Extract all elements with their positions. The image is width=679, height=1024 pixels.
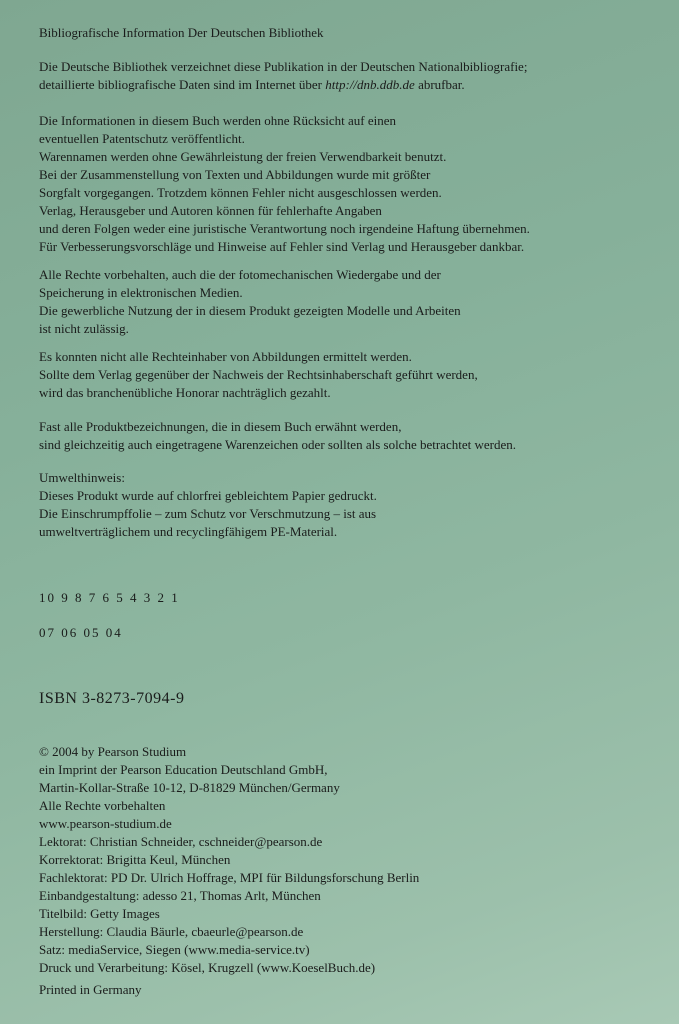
holders-line: wird das branchenübliche Honorar nachträglich gezahlt. <box>39 385 331 400</box>
imprint-line: Einbandgestaltung: adesso 21, Thomas Arlt, München <box>39 888 321 903</box>
imprint-line: Fachlektorat: PD Dr. Ulrich Hoffrage, MPI für Bildungsforschung Berlin <box>39 870 420 885</box>
disclaimer-line: Warennamen werden ohne Gewährleistung der freien Verwendbarkeit benutzt. <box>39 149 447 164</box>
imprint-block <box>39 743 419 977</box>
printed-in-footer: Printed in Germany <box>39 982 142 997</box>
rights-holders-block <box>39 348 478 402</box>
rights-line: Alle Rechte vorbehalten, auch die der fotomechanischen Wiedergabe und der <box>39 267 441 282</box>
dnb-url-link[interactable]: http://dnb.ddb.de <box>325 77 415 92</box>
page-heading: Bibliografische Information Der Deutschen Bibliothek <box>39 25 324 40</box>
disclaimer-line: Sorgfalt vorgegangen. Trotzdem können Fehler nicht ausgeschlossen werden. <box>39 185 442 200</box>
disclaimer-line: Verlag, Herausgeber und Autoren können für fehlerhafte Angaben <box>39 203 382 218</box>
disclaimer-line: Bei der Zusammenstellung von Texten und Abbildungen wurde mit größter <box>39 167 431 182</box>
rights-block <box>39 266 461 338</box>
imprint-line: Titelbild: Getty Images <box>39 906 160 921</box>
imprint-line: www.pearson-studium.de <box>39 816 172 831</box>
disclaimer-line: Für Verbesserungsvorschläge und Hinweise auf Fehler sind Verlag und Herausgeber dankbar. <box>39 239 525 254</box>
bibliographic-info-block <box>39 58 527 94</box>
imprint-line: Martin-Kollar-Straße 10-12, D-81829 München/Germany <box>39 780 340 795</box>
holders-line: Sollte dem Verlag gegenüber der Nachweis der Rechtsinhaberschaft geführt werden, <box>39 367 478 382</box>
disclaimer-line: Die Informationen in diesem Buch werden ohne Rücksicht auf einen <box>39 113 397 128</box>
bib-line-2 <box>39 76 527 94</box>
imprint-line: Herstellung: Claudia Bäurle, cbaeurle@pearson.de <box>39 924 304 939</box>
imprint-line: Korrektorat: Brigitta Keul, München <box>39 852 231 867</box>
rights-line: ist nicht zulässig. <box>39 321 129 336</box>
environment-line: Dieses Produkt wurde auf chlorfrei gebleichtem Papier gedruckt. <box>39 488 377 503</box>
bib-line-2-text: detaillierte bibliografische Daten sind im Internet über <box>39 77 323 92</box>
print-years: 07 06 05 04 <box>39 625 123 640</box>
trademark-block <box>39 418 516 454</box>
disclaimer-line: eventuellen Patentschutz veröffentlicht. <box>39 131 245 146</box>
bib-line-2-end: abrufbar. <box>418 77 465 92</box>
trademark-line: sind gleichzeitig auch eingetragene Warenzeichen oder sollten als solche betrachtet werden. <box>39 437 516 452</box>
bib-line-1: Die Deutsche Bibliothek verzeichnet diese Publikation in der Deutschen Nationalbibliografie; <box>39 59 528 74</box>
imprint-line: Druck und Verarbeitung: Kösel, Krugzell (www.KoeselBuch.de) <box>39 960 376 975</box>
environment-line: umweltverträglichem und recyclingfähigem PE-Material. <box>39 524 338 539</box>
print-run-numbers: 10 9 8 7 6 5 4 3 2 1 <box>39 590 180 605</box>
environment-heading: Umwelthinweis: <box>39 470 125 485</box>
holders-line: Es konnten nicht alle Rechteinhaber von Abbildungen ermittelt werden. <box>39 349 412 364</box>
imprint-line: ein Imprint der Pearson Education Deutschland GmbH, <box>39 762 328 777</box>
imprint-line: © 2004 by Pearson Studium <box>39 744 187 759</box>
disclaimer-block <box>39 112 530 256</box>
imprint-line: Lektorat: Christian Schneider, cschneider@pearson.de <box>39 834 323 849</box>
imprint-line: Satz: mediaService, Siegen (www.media-service.tv) <box>39 942 310 957</box>
rights-line: Die gewerbliche Nutzung der in diesem Produkt gezeigten Modelle und Arbeiten <box>39 303 461 318</box>
imprint-line: Alle Rechte vorbehalten <box>39 798 166 813</box>
environment-note-block <box>39 469 377 541</box>
disclaimer-line: und deren Folgen weder eine juristische Verantwortung noch irgendeine Haftung übernehmen. <box>39 221 530 236</box>
trademark-line: Fast alle Produktbezeichnungen, die in diesem Buch erwähnt werden, <box>39 419 402 434</box>
isbn: ISBN 3-8273-7094-9 <box>39 690 185 707</box>
environment-line: Die Einschrumpffolie – zum Schutz vor Verschmutzung – ist aus <box>39 506 377 521</box>
rights-line: Speicherung in elektronischen Medien. <box>39 285 243 300</box>
